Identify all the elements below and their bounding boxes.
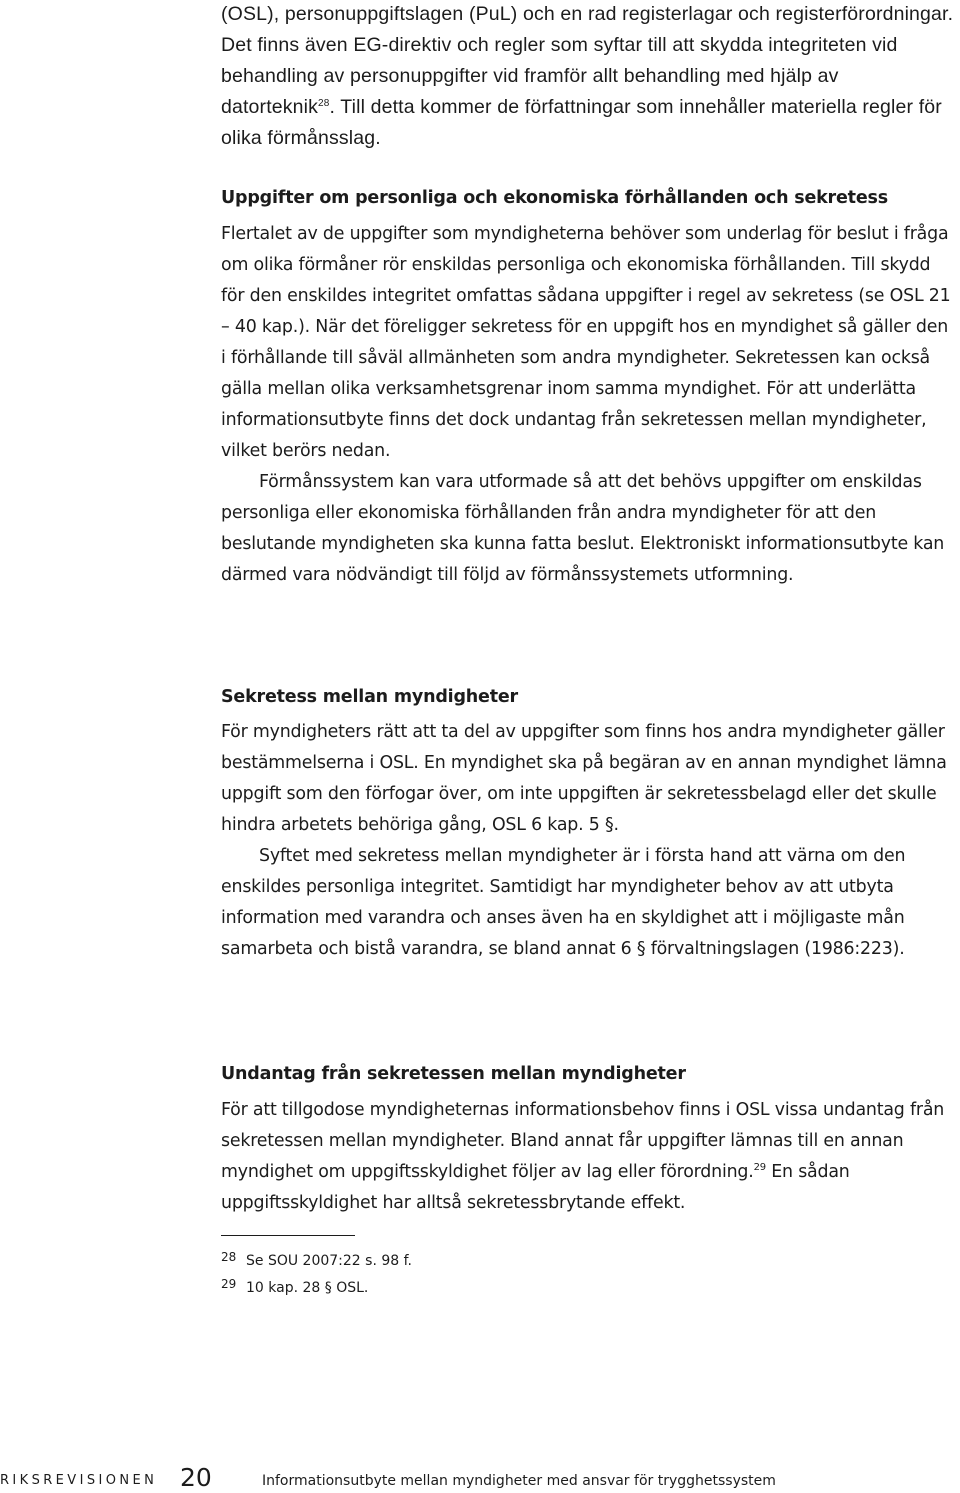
footnote-ref-28[interactable]: 28 bbox=[318, 98, 330, 109]
footnote-number: 28 bbox=[221, 1250, 237, 1264]
section-body-exceptions bbox=[221, 1095, 956, 1219]
page-footer bbox=[0, 1463, 960, 1493]
intro-text-end: . Till detta kommer de författningar som innehåller materiella regler för olika förmånsslag. bbox=[221, 96, 942, 149]
section-heading-exceptions: Undantag från sekretessen mellan myndigheter bbox=[221, 1064, 686, 1084]
paragraph-text-end: En sådan uppgiftsskyldighet har alltså sekretessbrytande effekt. bbox=[221, 1162, 850, 1213]
page-number: 20 bbox=[180, 1463, 212, 1492]
footnote-divider bbox=[221, 1235, 355, 1236]
paragraph: För myndigheters rätt att ta del av uppgifter som finns hos andra myndigheter gäller bestämmelserna i OSL. En myndighet ska på begäran av en annan myndighet lämna uppgift som den förfogar över, om inte uppgiften är sekretessbelagd eller det skulle hindra arbetets behöriga gång, OSL 6 kap. 5 §. bbox=[221, 722, 947, 835]
section-body-personal-data bbox=[221, 219, 956, 591]
section-heading-secrecy-between-authorities: Sekretess mellan myndigheter bbox=[221, 687, 518, 707]
footnote-text: 10 kap. 28 § OSL. bbox=[246, 1280, 369, 1296]
footnote-text: Se SOU 2007:22 s. 98 f. bbox=[246, 1253, 412, 1269]
footnote-29 bbox=[221, 1275, 412, 1302]
paragraph-text: För att tillgodose myndigheternas informationsbehov finns i OSL vissa undantag från sekretessen mellan myndigheter. Bland annat får uppgifter lämnas till en annan myndighet om uppgiftsskyldighet följer av lag eller förordning. bbox=[221, 1100, 945, 1182]
paragraph: Flertalet av de uppgifter som myndigheterna behöver som underlag för beslut i fråga om olika förmåner rör enskildas personliga och ekonomiska förhållanden. Till skydd för den enskildes integritet omfattas sådana uppgifter i regel av sekretess (se OSL 21 – 40 kap.). När det föreligger sekretess för en uppgift hos en myndighet så gäller den i förhållande till såväl allmänheten som andra myndigheter. Sekretessen kan också gälla mellan olika verksamhetsgrenar inom samma myndighet. För att underlätta informationsutbyte finns det dock undantag från sekretessen mellan myndigheter, vilket berörs nedan. bbox=[221, 224, 951, 461]
footnote-ref-29[interactable]: 29 bbox=[753, 1162, 766, 1173]
footnote-number: 29 bbox=[221, 1277, 237, 1291]
footnotes bbox=[221, 1248, 412, 1302]
intro-paragraph bbox=[221, 0, 956, 154]
section-heading-personal-data: Uppgifter om personliga och ekonomiska förhållanden och sekretess bbox=[221, 188, 888, 208]
paragraph: Syftet med sekretess mellan myndigheter är i första hand att värna om den enskildes personliga integritet. Samtidigt har myndigheter behov av att utbyta information med varandra och anses även ha en skyldighet att i möjligaste mån samarbeta och bistå varandra, se bland annat 6 § förvaltningslagen (1986:223). bbox=[221, 846, 906, 959]
footnote-28 bbox=[221, 1248, 412, 1275]
section-body-secrecy-between-authorities bbox=[221, 717, 956, 965]
paragraph: Förmånssystem kan vara utformade så att det behövs uppgifter om enskildas personliga eller ekonomiska förhållanden från andra myndigheter för att den beslutande myndigheten ska kunna fatta beslut. Elektroniskt informationsutbyte kan därmed vara nödvändigt till följd av förmånssystemets utformning. bbox=[221, 472, 945, 585]
paragraph bbox=[221, 1095, 956, 1219]
intro-text: (OSL), personuppgiftslagen (PuL) och en rad registerlagar och registerförordningar. Det finns även EG-direktiv och regler som syftar till att skydda integriteten vid behandling av personuppgifter vid framför allt behandling med hjälp av datorteknik bbox=[221, 3, 954, 118]
footer-brand: RIKSREVISIONEN bbox=[0, 1473, 158, 1488]
running-title: Informationsutbyte mellan myndigheter med ansvar för trygghetssystem bbox=[262, 1473, 776, 1489]
